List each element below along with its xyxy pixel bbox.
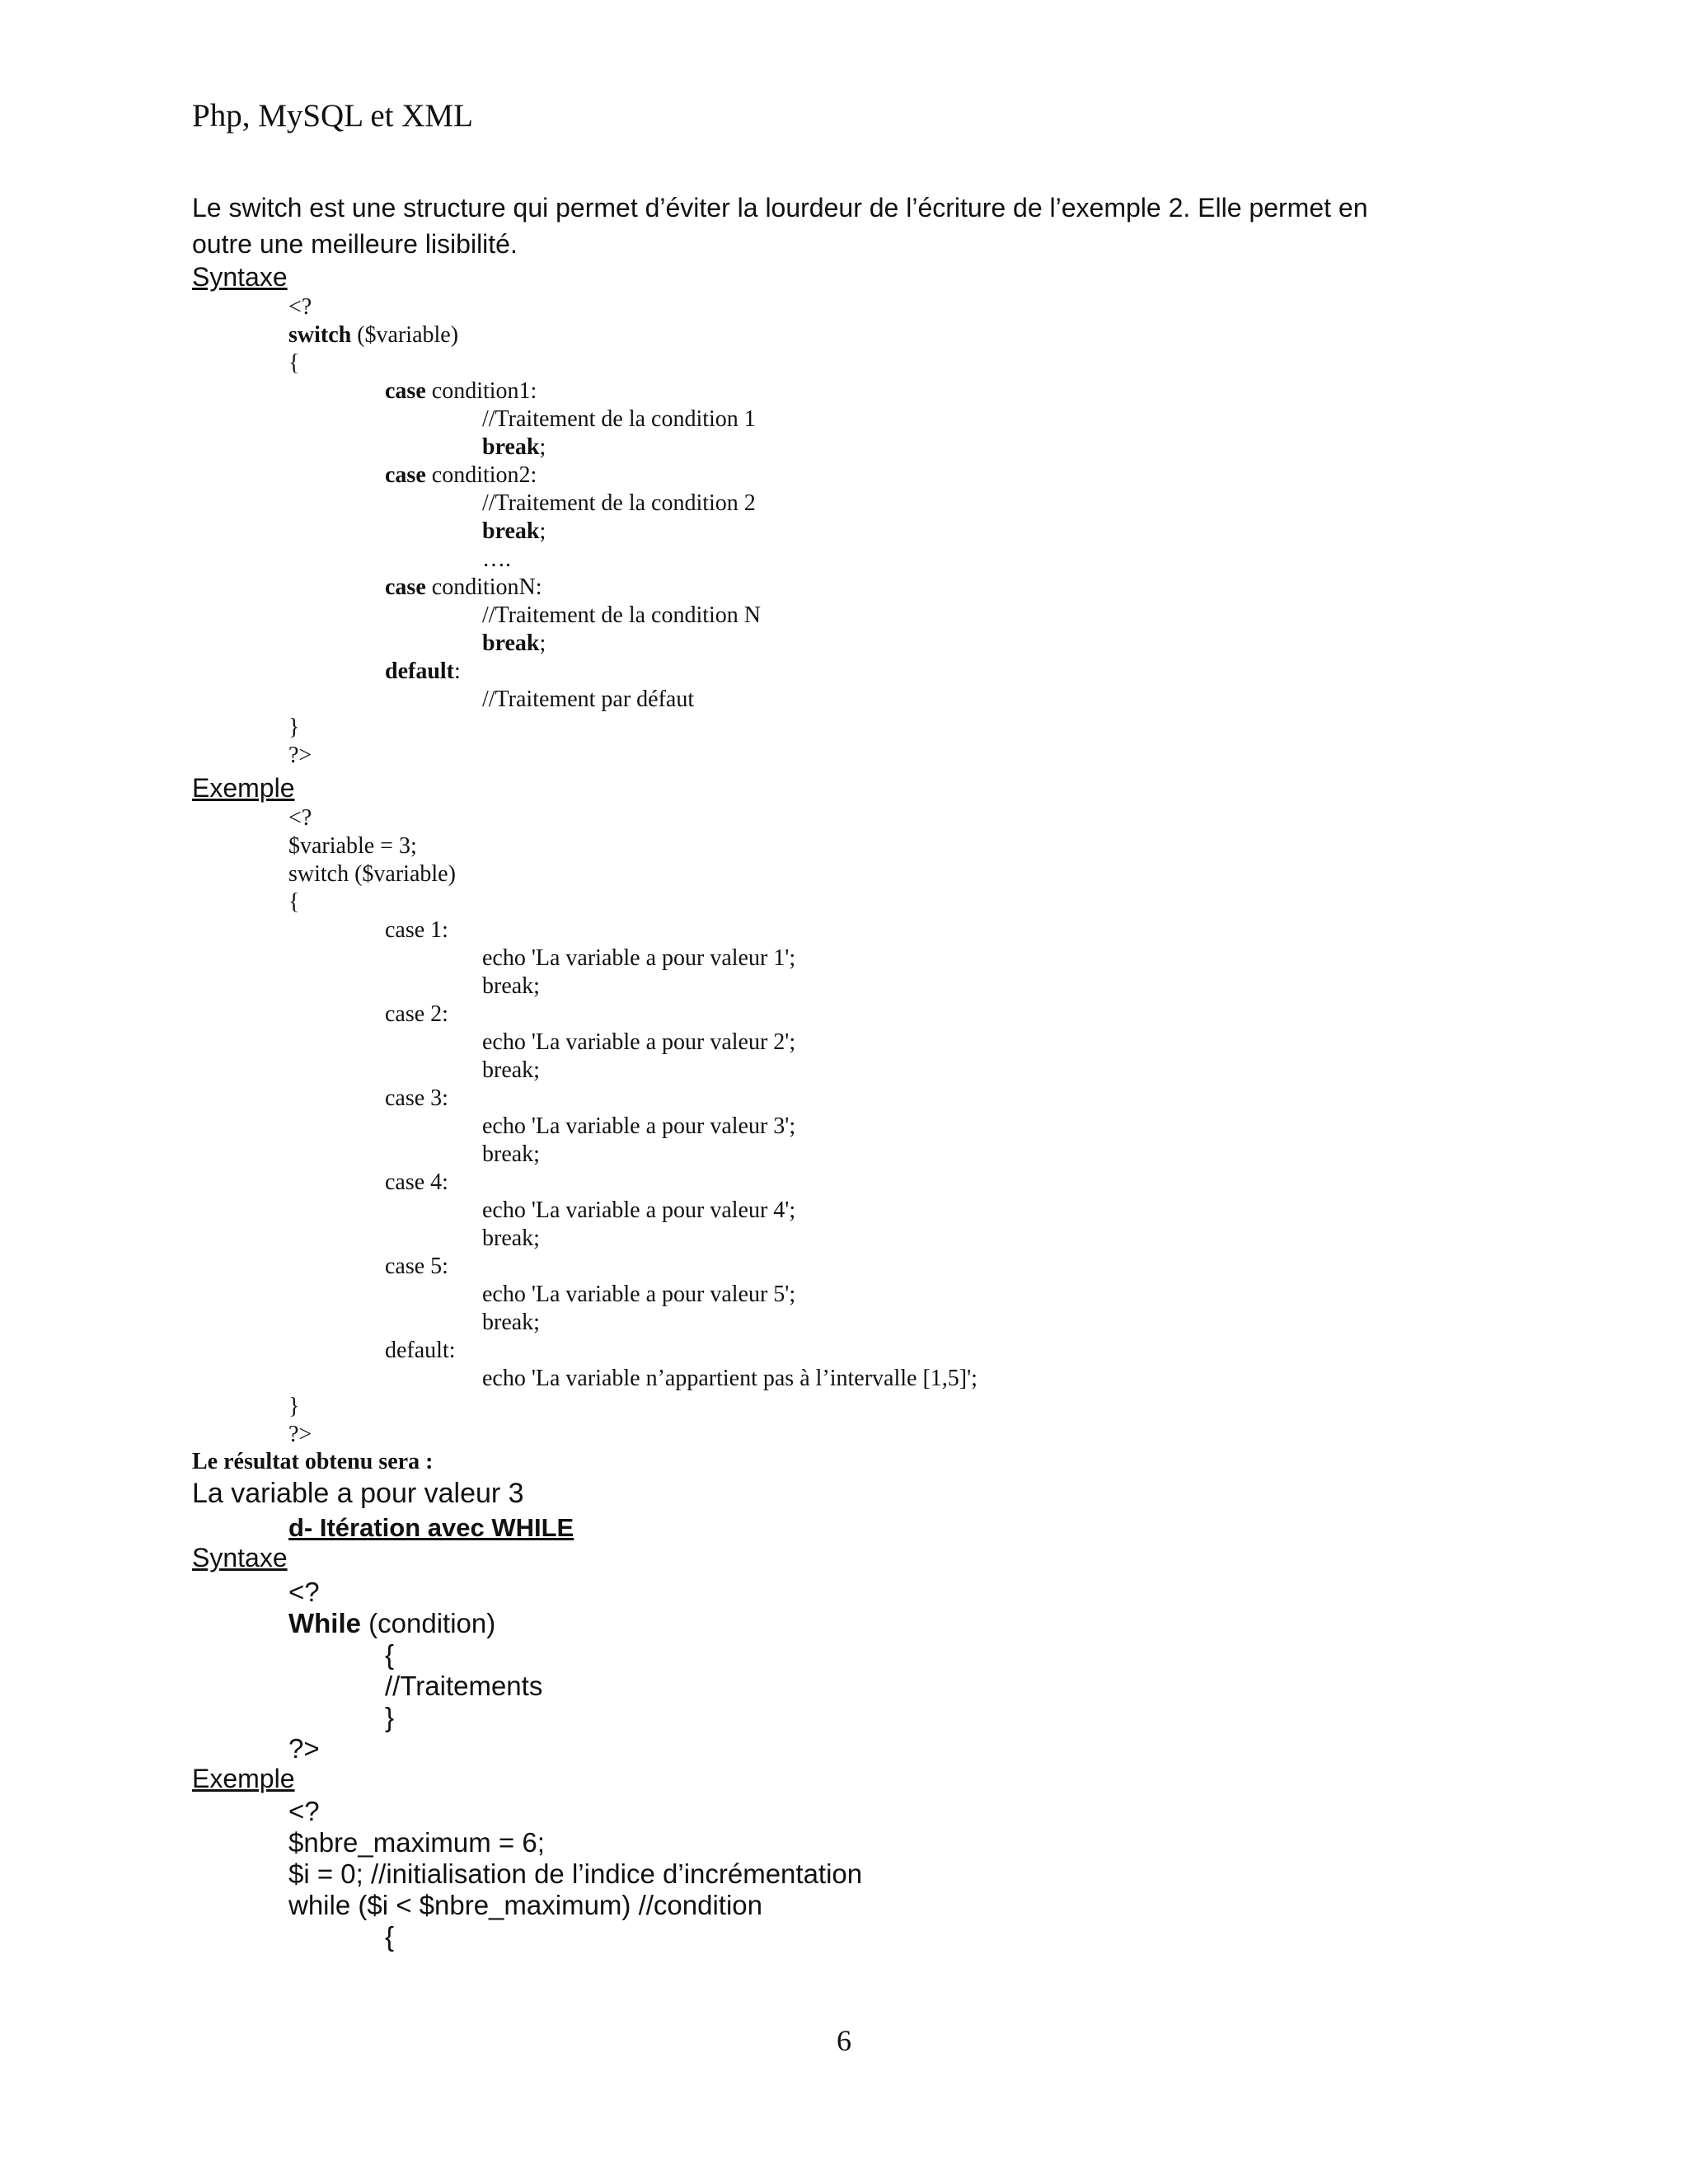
page-number: 6	[837, 2024, 851, 2057]
syntax-heading: Syntaxe	[192, 1543, 288, 1572]
code-line: break;	[482, 1310, 540, 1335]
keyword: case	[385, 574, 426, 600]
code-line: case 5:	[385, 1254, 448, 1279]
code-line: echo 'La variable a pour valeur 3';	[482, 1113, 796, 1139]
code-line	[288, 321, 458, 349]
keyword: break	[482, 518, 540, 544]
code-line: ….	[482, 546, 511, 572]
code-line: break;	[482, 1057, 540, 1083]
keyword: While	[288, 1608, 361, 1638]
code-text: condition1:	[425, 378, 537, 404]
code-line	[385, 377, 537, 405]
keyword: case	[385, 462, 426, 488]
code-line: break;	[482, 1141, 540, 1167]
code-line: ?>	[288, 743, 312, 768]
code-line: }	[385, 1702, 395, 1732]
code-line: echo 'La variable a pour valeur 5';	[482, 1282, 796, 1307]
code-line: break;	[482, 1226, 540, 1251]
code-line: case 1:	[385, 917, 448, 943]
page-header-title: Php, MySQL et XML	[192, 98, 473, 134]
code-text: ;	[539, 630, 546, 656]
code-line	[385, 658, 461, 686]
code-line: echo 'La variable a pour valeur 1';	[482, 945, 796, 971]
keyword: break	[482, 630, 540, 656]
code-line: ?>	[288, 1422, 312, 1447]
intro-line-1: Le switch est une structure qui permet d’éviter la lourdeur de l’écriture de l’exemple 2. Elle permet en	[192, 193, 1368, 223]
code-line: echo 'La variable n’appartient pas à l’intervalle [1,5]';	[482, 1366, 978, 1391]
code-line: {	[288, 889, 300, 915]
keyword: switch	[288, 322, 352, 348]
result-label: Le résultat obtenu sera :	[192, 1449, 434, 1474]
intro-line-2: outre une meilleure lisibilité.	[192, 229, 518, 259]
example-heading: Exemple	[192, 1764, 295, 1793]
code-line: while ($i < $nbre_maximum) //condition	[288, 1890, 763, 1920]
code-line: <?	[288, 294, 312, 320]
code-line: <?	[288, 1796, 320, 1826]
section-title: d- Itération avec WHILE	[288, 1513, 574, 1542]
code-line: <?	[288, 1577, 320, 1607]
code-line: {	[385, 1921, 395, 1952]
code-text: condition2:	[425, 462, 537, 488]
code-line: {	[288, 350, 300, 376]
keyword: break	[482, 434, 540, 460]
code-line	[482, 434, 546, 462]
keyword: case	[385, 378, 426, 404]
code-line: //Traitement par défaut	[482, 687, 695, 712]
code-text: ($variable)	[351, 322, 459, 348]
code-line	[385, 574, 542, 602]
example-heading: Exemple	[192, 773, 295, 803]
code-line: echo 'La variable a pour valeur 4';	[482, 1197, 796, 1223]
code-line: case 4:	[385, 1169, 448, 1195]
code-line: ?>	[288, 1733, 320, 1764]
code-line: <?	[288, 805, 312, 831]
code-line: echo 'La variable a pour valeur 2';	[482, 1029, 796, 1055]
code-line: case 3:	[385, 1085, 448, 1111]
code-line: switch ($variable)	[288, 861, 456, 887]
code-line: $variable = 3;	[288, 833, 417, 859]
code-line	[288, 1607, 495, 1640]
code-text: :	[454, 658, 461, 684]
code-line: default:	[385, 1338, 456, 1363]
code-line: {	[385, 1639, 395, 1670]
code-text: (condition)	[361, 1608, 496, 1638]
code-line	[482, 630, 546, 658]
code-line: }	[288, 1394, 300, 1419]
code-line: //Traitement de la condition N	[482, 602, 762, 628]
syntax-heading: Syntaxe	[192, 262, 288, 292]
code-line	[385, 462, 537, 490]
code-text: ;	[539, 434, 546, 460]
result-value: La variable a pour valeur 3	[192, 1478, 524, 1509]
code-line: case 2:	[385, 1001, 448, 1027]
keyword: default	[385, 658, 454, 684]
code-line: }	[288, 715, 300, 740]
code-text: conditionN:	[425, 574, 542, 600]
code-line	[482, 518, 546, 546]
code-text: ;	[539, 518, 546, 544]
code-line: //Traitement de la condition 2	[482, 490, 756, 516]
code-line: $i = 0; //initialisation de l’indice d’incrémentation	[288, 1858, 863, 1889]
code-line: //Traitement de la condition 1	[482, 406, 756, 432]
code-line: break;	[482, 973, 540, 999]
code-line: //Traitements	[385, 1671, 543, 1701]
code-line: $nbre_maximum = 6;	[288, 1827, 545, 1858]
